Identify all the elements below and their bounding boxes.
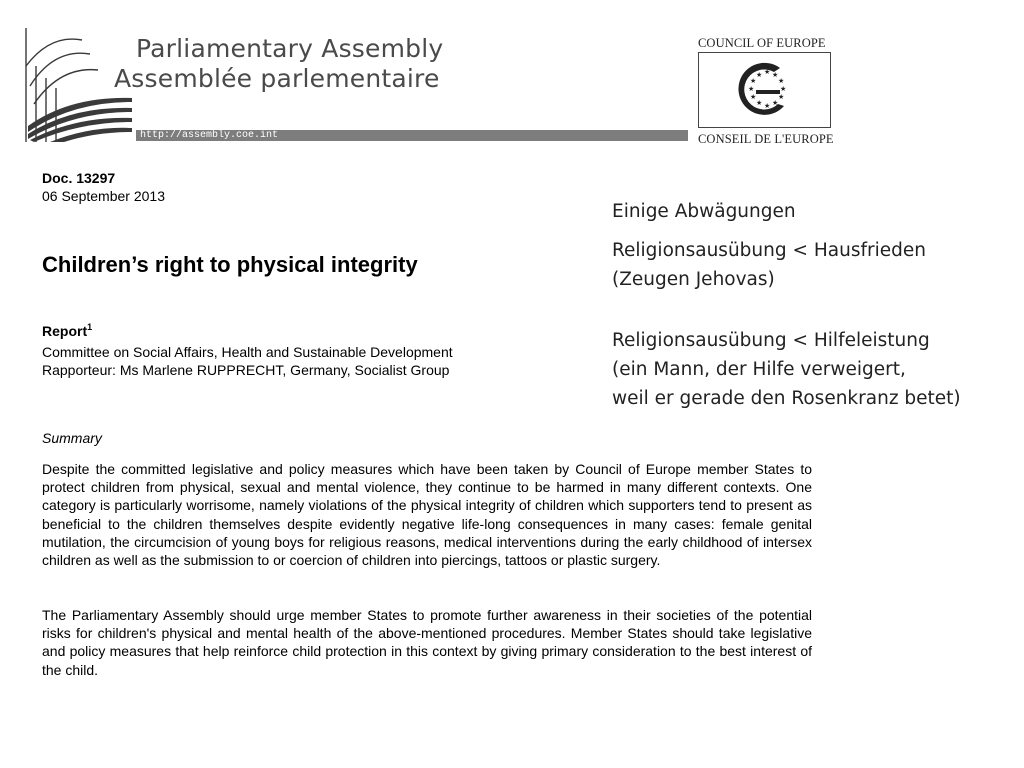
coe-name-fr: CONSEIL DE L'EUROPE bbox=[698, 132, 834, 146]
svg-text:★: ★ bbox=[750, 93, 757, 101]
svg-text:★: ★ bbox=[772, 99, 779, 107]
svg-text:★: ★ bbox=[748, 85, 755, 93]
annotation-heading: Einige Abwägungen bbox=[612, 201, 796, 222]
assembly-url: http://assembly.coe.int bbox=[140, 130, 279, 141]
annotation-group-1 bbox=[612, 236, 926, 294]
summary-heading: Summary bbox=[42, 430, 102, 446]
svg-text:★: ★ bbox=[756, 71, 763, 79]
annotation-line: weil er gerade den Rosenkranz betet) bbox=[612, 388, 961, 409]
committee-name: Committee on Social Affairs, Health and Sustainable Development bbox=[42, 344, 453, 360]
annotation-line: (Zeugen Jehovas) bbox=[612, 269, 775, 290]
svg-text:★: ★ bbox=[780, 85, 787, 93]
svg-text:★: ★ bbox=[750, 77, 757, 85]
document-number: Doc. 13297 bbox=[42, 170, 116, 186]
annotation-group-2 bbox=[612, 326, 961, 413]
annotation-line: Religionsausübung < Hilfeleistung bbox=[612, 330, 930, 351]
report-label-text: Report bbox=[42, 323, 88, 339]
coe-name-en: COUNCIL OF EUROPE bbox=[698, 36, 826, 50]
svg-text:★: ★ bbox=[764, 68, 771, 76]
summary-paragraph-2: The Parliamentary Assembly should urge member States to promote further awareness in their societies of the potential risks for children's physical and mental health of the above-mentioned procedures. Member States should take legislative and policy measures that help reinforce child protection in this context by giving primary consideration to the best interest of the child. bbox=[42, 607, 812, 678]
svg-text:★: ★ bbox=[778, 93, 785, 101]
rapporteur: Rapporteur: Ms Marlene RUPPRECHT, Germany, Socialist Group bbox=[42, 362, 450, 378]
assembly-name-en: Parliamentary Assembly bbox=[136, 34, 444, 63]
report-footnote-marker: 1 bbox=[87, 322, 93, 332]
svg-text:★: ★ bbox=[764, 102, 771, 110]
svg-text:★: ★ bbox=[756, 99, 763, 107]
assembly-name-fr: Assemblée parlementaire bbox=[114, 64, 440, 93]
report-label bbox=[42, 322, 92, 339]
svg-text:★: ★ bbox=[772, 71, 779, 79]
summary-paragraph-1: Despite the committed legislative and policy measures which have been taken by Council of Europe member States to protect children from physical, sexual and mental violence, they continue to be harmed in many different contexts. One category is particularly worrisome, namely violations of the physical integrity of children which supporters tend to present as beneficial to the children themselves despite evidently negative life-long consequences in many cases: female genital mutilation, the circumcision of young boys for religious reasons, medical interventions during the early childhood of intersex children as well as the submission to or coercion of children into piercings, tattoos or plastic surgery. bbox=[42, 461, 812, 569]
document-date: 06 September 2013 bbox=[42, 188, 165, 204]
svg-text:★: ★ bbox=[778, 77, 785, 85]
annotation-line: Religionsausübung < Hausfrieden bbox=[612, 240, 926, 261]
council-of-europe-emblem-icon bbox=[728, 56, 804, 124]
annotation-line: (ein Mann, der Hilfe verweigert, bbox=[612, 359, 906, 380]
document-title: Children’s right to physical integrity bbox=[42, 252, 418, 277]
